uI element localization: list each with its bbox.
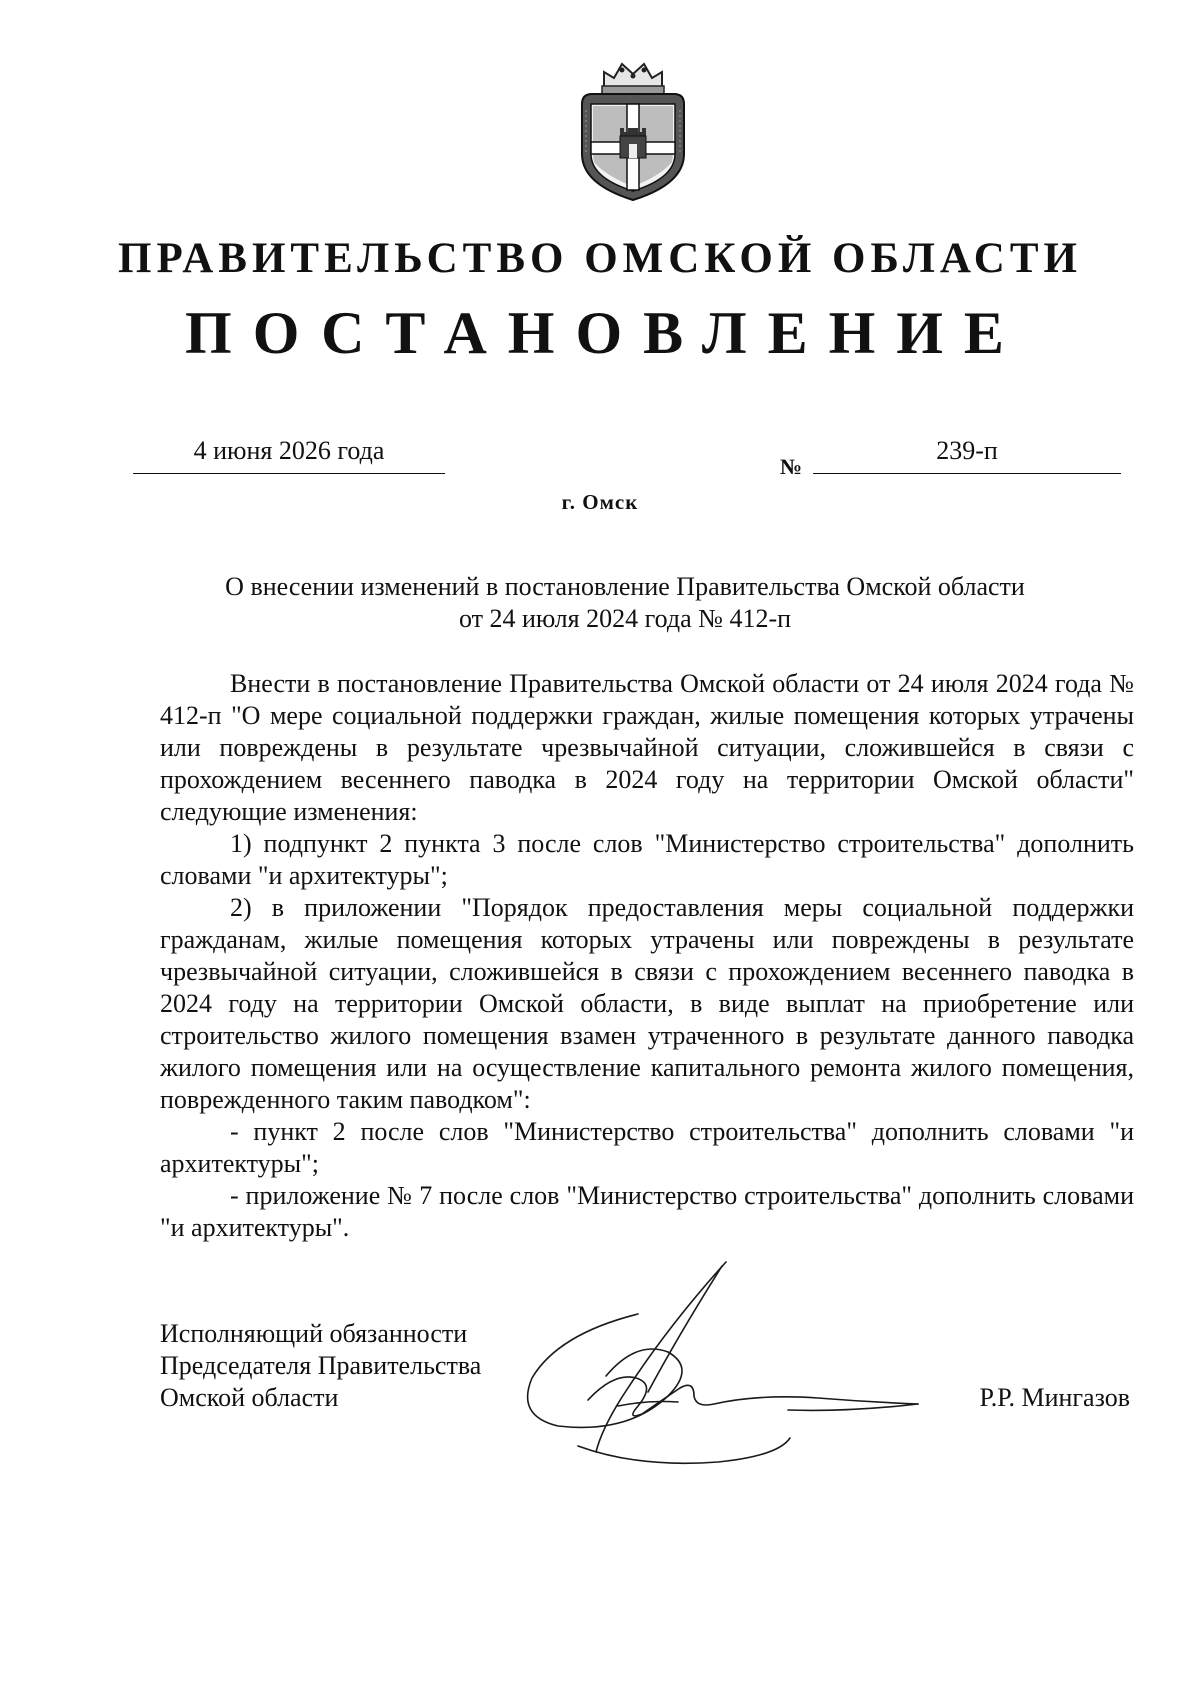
city-label: г. Омск (561, 490, 639, 514)
handwritten-signature (518, 1256, 938, 1488)
signer-position-line-3: Омской области (160, 1383, 339, 1412)
decree-number: 239-п (936, 436, 998, 465)
decree-body (160, 668, 1134, 1244)
signer-position-line-1: Исполняющий обязанности (160, 1319, 468, 1348)
signer-position-line-2: Председателя Правительства (160, 1351, 482, 1380)
subject-line-1: О внесении изменений в постановление Правительства Омской области (225, 572, 1025, 601)
body-paragraph: - пункт 2 после слов "Министерство строительства" дополнить словами "и архитектуры"; (160, 1117, 1134, 1178)
body-paragraph: - приложение № 7 после слов "Министерство строительства" дополнить словами "и архитектуры". (160, 1181, 1134, 1242)
decree-date: 4 июня 2026 года (193, 436, 385, 465)
body-paragraph: 1) подпункт 2 пункта 3 после слов "Министерство строительства" дополнить словами "и архитектуры"; (160, 829, 1134, 890)
decree-date-field (133, 433, 445, 474)
coat-of-arms-icon (574, 58, 692, 204)
government-title: ПРАВИТЕЛЬСТВО ОМСКОЙ ОБЛАСТИ (118, 235, 1082, 282)
signer-name: Р.Р. Мингазов (979, 1383, 1130, 1412)
body-paragraph: 2) в приложении "Порядок предоставления меры социальной поддержки гражданам, жилые помещения которых утрачены или повреждены в результате чрезвычайной ситуации, сложившейся в связи с прохождением весеннего паводка в 2024 году на территории Омской области, в виде выплат на приобретение или строительство жилого помещения взамен утраченного в результате данного паводка жилого помещения или на осуществление капитального ремонта жилого помещения, поврежденного таким паводком": (160, 893, 1134, 1114)
document-type-title: ПОСТАНОВЛЕНИЕ (185, 300, 1025, 366)
number-sign: № (780, 454, 803, 479)
decree-number-field (813, 433, 1121, 474)
body-paragraph: Внести в постановление Правительства Омской области от 24 июля 2024 года № 412-п "О мере социальной поддержки граждан, жилые помещения которых утрачены или повреждены в результате чрезвычайной ситуации, сложившейся в связи с прохождением весеннего паводка в 2024 году на территории Омской области" следующие изменения: (160, 669, 1134, 826)
decree-subject (160, 571, 1090, 635)
subject-line-2: от 24 июля 2024 года № 412-п (458, 604, 792, 633)
signer-position (160, 1318, 481, 1414)
